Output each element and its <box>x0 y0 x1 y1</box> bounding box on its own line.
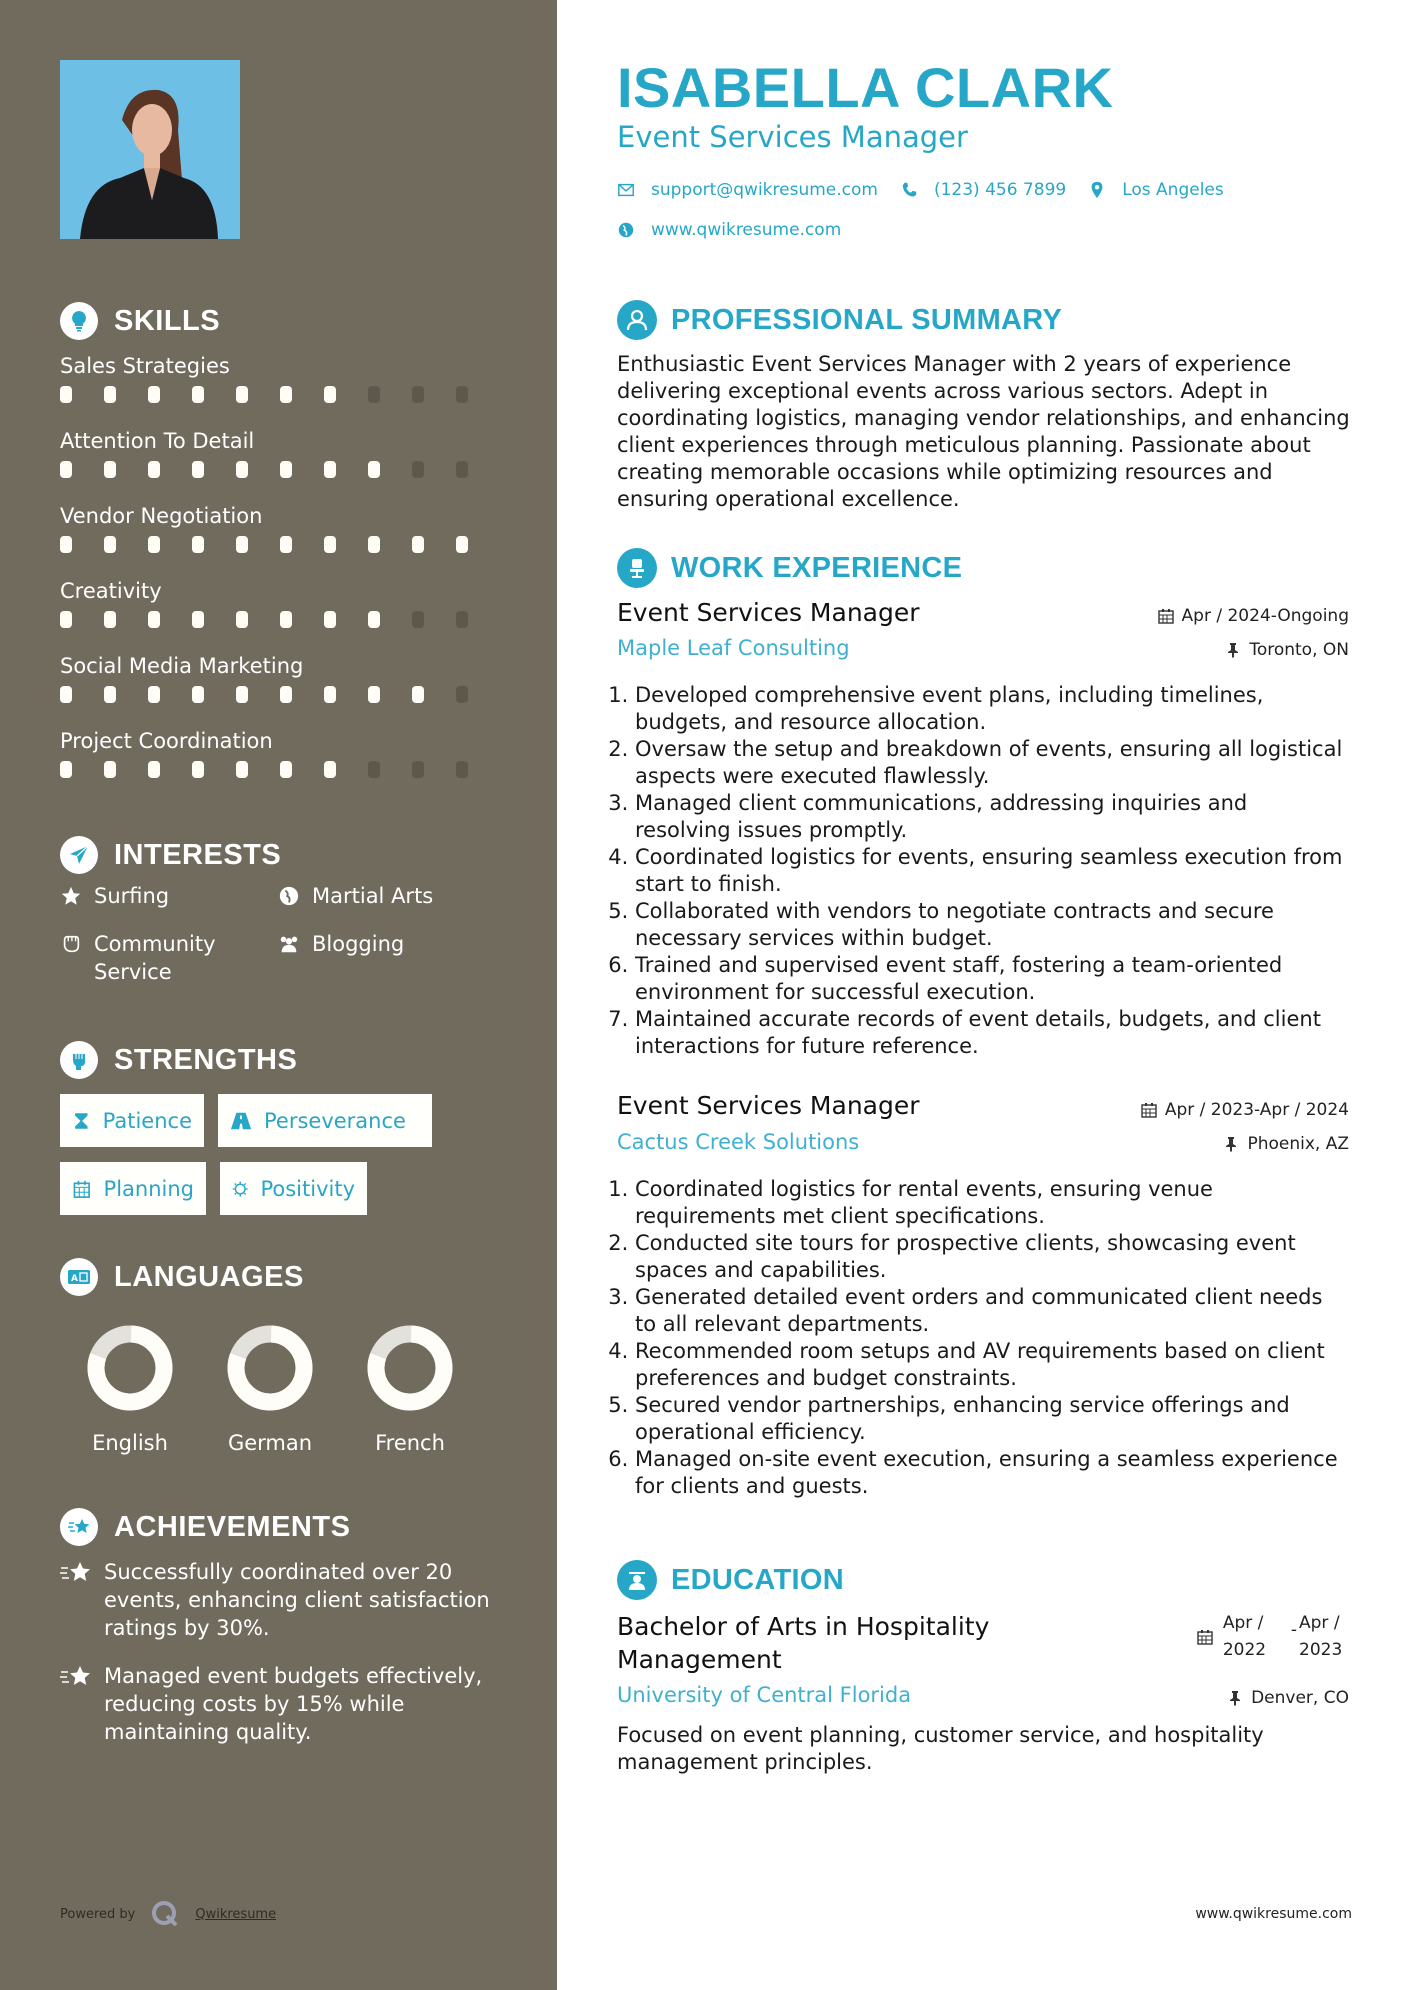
interest-item: Blogging <box>278 930 498 986</box>
rating-dot <box>192 686 204 703</box>
skill-rating <box>60 686 500 703</box>
globe-icon <box>617 221 635 239</box>
rating-dot <box>280 536 292 553</box>
shooting-star-icon <box>60 1560 92 1586</box>
rating-dot <box>324 386 336 403</box>
pushpin-icon <box>1223 1136 1239 1152</box>
qwikresume-link[interactable]: Qwikresume <box>195 1906 277 1922</box>
rating-dot <box>280 761 292 778</box>
company-name: Maple Leaf Consulting <box>617 636 850 660</box>
skill-rating <box>60 611 500 628</box>
skills-heading: SKILLS <box>60 302 220 340</box>
skills-list <box>60 352 500 802</box>
contact-row-2 <box>617 220 863 240</box>
skill-label: Sales Strategies <box>60 354 230 378</box>
rating-dot <box>192 761 204 778</box>
achievement-item: Managed event budgets effectively, reducing costs by 15% while maintaining quality. <box>60 1662 500 1746</box>
rating-dot <box>324 761 336 778</box>
skill-item <box>60 577 500 652</box>
rating-dot <box>148 386 160 403</box>
degree-title: Bachelor of Arts in Hospitality Management <box>617 1612 990 1674</box>
graduate-icon <box>617 1560 657 1600</box>
proficiency-donut <box>367 1325 453 1411</box>
rating-dot <box>104 611 116 628</box>
language-item: German <box>200 1325 340 1455</box>
skill-rating <box>60 536 500 553</box>
bullet-item: 2. Oversaw the setup and breakdown of events, ensuring all logistical aspects were executed flawlessly. <box>635 736 1348 790</box>
job-bullets <box>608 682 1348 1060</box>
calendar-icon <box>1158 608 1174 624</box>
qwikresume-logo-icon <box>149 1898 181 1930</box>
interest-item: Martial Arts <box>278 882 498 910</box>
rating-dot <box>280 686 292 703</box>
rating-dot <box>104 536 116 553</box>
job-title: Event Services Manager <box>617 598 920 627</box>
rating-dot <box>368 761 380 778</box>
bullet-item: 1. Developed comprehensive event plans, including timelines, budgets, and resource allocation. <box>635 682 1348 736</box>
bullet-item: 5. Collaborated with vendors to negotiate contracts and secure necessary services within budget. <box>635 898 1348 952</box>
contact-website[interactable]: www.qwikresume.com <box>617 220 841 240</box>
rating-dot <box>104 386 116 403</box>
education-description: Focused on event planning, customer service, and hospitality management principles. <box>617 1723 1264 1774</box>
achievements-heading: ACHIEVEMENTS <box>60 1508 350 1546</box>
rating-dot <box>148 686 160 703</box>
skill-item <box>60 727 500 802</box>
rating-dot <box>368 461 380 478</box>
shooting-star-icon <box>60 1664 92 1690</box>
user-icon <box>617 300 657 340</box>
sidebar <box>0 0 557 1990</box>
bullet-item: 4. Recommended room setups and AV requirements based on client preferences and budget constraints. <box>635 1338 1348 1392</box>
languages-heading: A LANGUAGES <box>60 1258 304 1296</box>
strengths-heading: STRENGTHS <box>60 1041 297 1079</box>
rating-dot <box>280 611 292 628</box>
star-icon <box>60 885 82 907</box>
education-location: Denver, CO <box>1227 1688 1349 1708</box>
summary-text: Enthusiastic Event Services Manager with 2 years of experience delivering exceptional events across various sectors. Adept in coordinating logistics, managing vendor relationships, and enhancing client experiences through meticulous planning. Passionate about creating memorable occasions while optimizing resources and ensuring operational excellence. <box>617 352 1350 511</box>
skill-item <box>60 427 500 502</box>
rating-dot <box>456 536 468 553</box>
office-chair-icon <box>617 548 657 588</box>
powered-by: Powered by Qwikresume <box>60 1898 276 1930</box>
rating-dot <box>324 686 336 703</box>
rating-dot <box>60 761 72 778</box>
bullet-item: 2. Conducted site tours for prospective clients, showcasing event spaces and capabilities. <box>635 1230 1348 1284</box>
interests-heading: INTERESTS <box>60 836 281 874</box>
rating-dot <box>280 386 292 403</box>
strength-chip: Perseverance <box>218 1094 432 1147</box>
summary-heading: PROFESSIONAL SUMMARY <box>617 300 1062 340</box>
experience-heading: WORK EXPERIENCE <box>617 548 962 588</box>
company-name: Cactus Creek Solutions <box>617 1130 860 1154</box>
footer-url[interactable]: www.qwikresume.com <box>1195 1906 1352 1922</box>
bullet-item: 1. Coordinated logistics for rental events, ensuring venue requirements met client specifications. <box>635 1176 1348 1230</box>
skill-rating <box>60 461 500 478</box>
language-item: English <box>60 1325 200 1455</box>
bullet-item: 6. Managed on-site event execution, ensuring a seamless experience for clients and guests. <box>635 1446 1348 1500</box>
rating-dot <box>192 386 204 403</box>
rating-dot <box>104 761 116 778</box>
portrait-image <box>60 60 240 239</box>
skill-label: Vendor Negotiation <box>60 504 263 528</box>
contact-email[interactable]: support@qwikresume.com <box>617 180 878 200</box>
bullet-item: 7. Maintained accurate records of event details, budgets, and client interactions for future reference. <box>635 1006 1348 1060</box>
rating-dot <box>236 386 248 403</box>
rating-dot <box>192 611 204 628</box>
contact-location: Los Angeles <box>1088 180 1224 200</box>
education-heading: EDUCATION <box>617 1560 844 1600</box>
rating-dot <box>60 536 72 553</box>
language-item: French <box>340 1325 480 1455</box>
rating-dot <box>236 611 248 628</box>
calendar-icon <box>72 1178 92 1200</box>
phone-icon <box>900 181 918 199</box>
strength-chip: Positivity <box>220 1162 367 1215</box>
achievement-item: Successfully coordinated over 20 events, enhancing client satisfaction ratings by 30%. <box>60 1558 500 1642</box>
rating-dot <box>148 761 160 778</box>
contact-row <box>617 180 1246 200</box>
rating-dot <box>148 461 160 478</box>
contact-phone[interactable]: (123) 456 7899 <box>900 180 1066 200</box>
rating-dot <box>60 461 72 478</box>
svg-text:A: A <box>71 1274 78 1284</box>
rating-dot <box>324 536 336 553</box>
rating-dot <box>280 461 292 478</box>
road-icon <box>230 1110 252 1132</box>
rating-dot <box>236 536 248 553</box>
rating-dot <box>104 686 116 703</box>
rating-dot <box>412 761 424 778</box>
rating-dot <box>368 386 380 403</box>
job-title: Event Services Manager <box>617 1091 920 1120</box>
languages-list <box>60 1325 480 1455</box>
education-dates: Apr / 2022 - Apr / 2023 <box>1197 1610 1349 1664</box>
bullet-item: 5. Secured vendor partnerships, enhancing service offerings and operational efficiency. <box>635 1392 1348 1446</box>
rating-dot <box>324 461 336 478</box>
rating-dot <box>412 611 424 628</box>
rating-dot <box>148 536 160 553</box>
rating-dot <box>60 686 72 703</box>
globe-icon <box>278 885 300 907</box>
rating-dot <box>412 686 424 703</box>
school-name: University of Central Florida <box>617 1683 912 1707</box>
rating-dot <box>368 611 380 628</box>
rating-dot <box>456 611 468 628</box>
map-pin-icon <box>1088 181 1106 199</box>
rating-dot <box>456 686 468 703</box>
strength-chip: Planning <box>60 1162 206 1215</box>
bullet-item: 6. Trained and supervised event staff, fostering a team-oriented environment for successful execution. <box>635 952 1348 1006</box>
rating-dot <box>368 536 380 553</box>
hand-icon <box>60 933 82 955</box>
paper-plane-icon <box>60 836 98 874</box>
rating-dot <box>412 461 424 478</box>
strength-chip: Patience <box>60 1094 204 1147</box>
rating-dot <box>192 536 204 553</box>
lightbulb-icon <box>60 302 98 340</box>
job-dates: Apr / 2024-Ongoing <box>1158 606 1349 626</box>
skill-label: Project Coordination <box>60 729 273 753</box>
profile-photo <box>60 60 240 239</box>
job-location: Toronto, ON <box>1225 640 1349 660</box>
shooting-star-icon <box>60 1508 98 1546</box>
interests-list <box>60 882 500 986</box>
skill-label: Social Media Marketing <box>60 654 304 678</box>
rating-dot <box>236 461 248 478</box>
fist-icon <box>60 1041 98 1079</box>
rating-dot <box>324 611 336 628</box>
rating-dot <box>456 761 468 778</box>
sun-icon <box>232 1178 248 1200</box>
rating-dot <box>368 686 380 703</box>
strengths-list <box>60 1094 500 1215</box>
proficiency-donut <box>227 1325 313 1411</box>
rating-dot <box>456 386 468 403</box>
rating-dot <box>192 461 204 478</box>
job-bullets <box>608 1176 1348 1500</box>
calendar-icon <box>1141 1102 1157 1118</box>
pushpin-icon <box>1225 642 1241 658</box>
bullet-item: 4. Coordinated logistics for events, ensuring seamless execution from start to finish. <box>635 844 1348 898</box>
candidate-name: ISABELLA CLARK <box>617 56 1114 119</box>
bullet-item: 3. Generated detailed event orders and communicated client needs to all relevant departments. <box>635 1284 1348 1338</box>
skill-rating <box>60 386 500 403</box>
skill-item <box>60 502 500 577</box>
job-location: Phoenix, AZ <box>1223 1134 1349 1154</box>
skill-label: Creativity <box>60 579 162 603</box>
bullet-item: 3. Managed client communications, addressing inquiries and resolving issues promptly. <box>635 790 1348 844</box>
rating-dot <box>412 386 424 403</box>
calendar-icon <box>1197 1629 1213 1645</box>
rating-dot <box>60 386 72 403</box>
rating-dot <box>236 686 248 703</box>
rating-dot <box>236 761 248 778</box>
rating-dot <box>456 461 468 478</box>
rating-dot <box>60 611 72 628</box>
skill-rating <box>60 761 500 778</box>
rating-dot <box>104 461 116 478</box>
proficiency-donut <box>87 1325 173 1411</box>
job-dates: Apr / 2023-Apr / 2024 <box>1141 1100 1349 1120</box>
rating-dot <box>148 611 160 628</box>
envelope-icon <box>617 181 635 199</box>
interest-item: Surfing <box>60 882 278 910</box>
skill-item <box>60 352 500 427</box>
rating-dot <box>412 536 424 553</box>
pushpin-icon <box>1227 1690 1243 1706</box>
users-icon <box>278 933 300 955</box>
candidate-role: Event Services Manager <box>617 120 968 154</box>
skill-item <box>60 652 500 727</box>
hourglass-icon <box>72 1110 91 1132</box>
skill-label: Attention To Detail <box>60 429 255 453</box>
achievements-list <box>60 1558 500 1766</box>
translate-icon <box>60 1258 98 1296</box>
interest-item: Community Service <box>60 930 278 986</box>
